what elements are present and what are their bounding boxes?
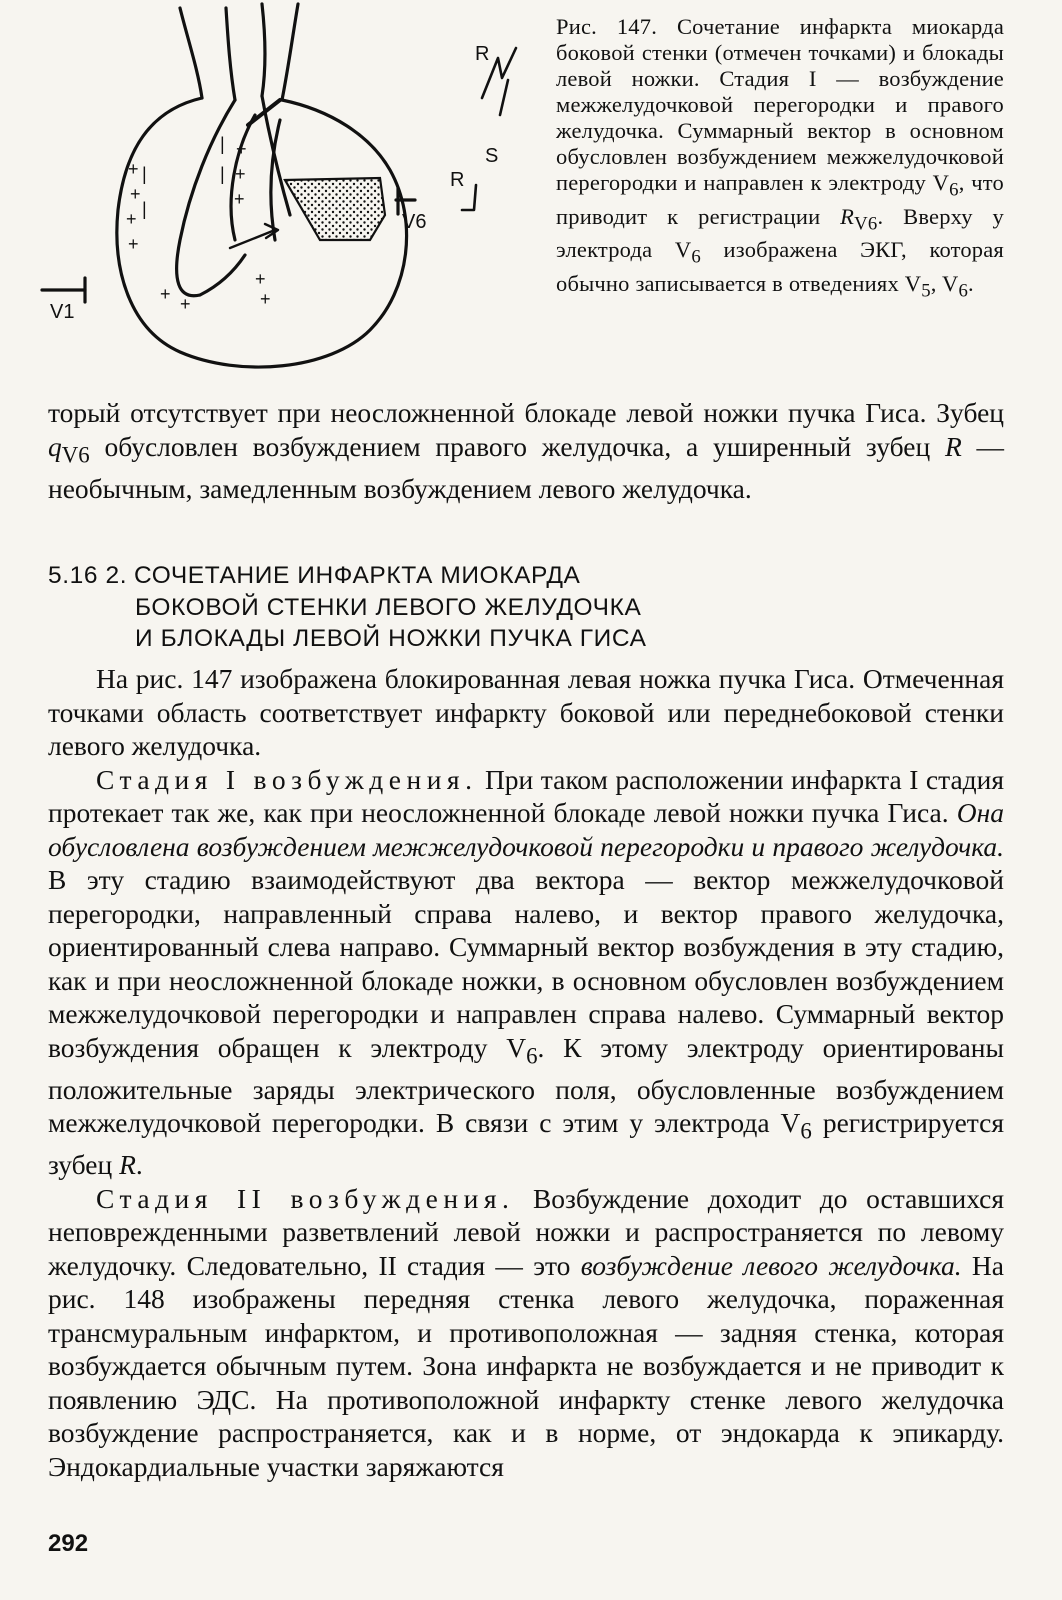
cavity-base [200,255,245,295]
caption-lead: Рис. 147. [556,14,658,39]
svg-text:|: | [220,164,225,184]
heading-line-2: БОКОВОЙ СТЕНКИ ЛЕВОГО ЖЕЛУДОЧКА [135,593,642,621]
heading-line-3: И БЛОКАДЫ ЛЕВОЙ НОЖКИ ПУЧКА ГИСА [135,625,647,652]
page-number: 292 [48,1530,89,1557]
caption-text-2: , что приводит к регистрации [556,170,1004,229]
svg-text:|: | [142,199,147,219]
svg-text:|: | [142,164,147,184]
heading-line-1: СОЧЕТАНИЕ ИНФАРКТА МИОКАРДА [134,562,581,589]
caption-sub-b: 6 [691,246,701,268]
caption-text-5: , V [930,270,959,296]
septum-right-edge [271,120,280,240]
caption-text-1: Сочетание инфаркта миокарда боковой стенки (отмечен точками) и блокады левой ножки. Стадия I — возбуждение межжелудочковой перегородки и правого желудочка. Суммарный вектор в основном обусловлен возбуждением межжелудочковой перегородки и направлен к электроду V [556,14,1005,195]
cont-text-1: торый отсутствует при неосложненной блокаде левой ножки пучка Гиса. Зубец [48,397,1004,428]
cont-q-sub: V6 [61,442,90,467]
p3-stage-title: Стадия II возбуждения. [96,1182,515,1214]
svg-text:+: + [255,269,266,289]
caption-text-3: . Вверху у электрода V [556,203,1005,262]
svg-text:+: + [128,159,139,179]
caption-sub-a: 6 [949,179,959,201]
p2-stage-title: Стадия I возбуждения. [96,763,478,795]
caption-text-6: . [968,270,974,296]
aorta-left-wall [180,8,202,98]
svg-text:|: | [220,134,225,154]
section-heading [48,560,1004,655]
svg-text:+: + [236,139,247,159]
pulmonary-left-wall [262,4,265,96]
p2-sub-a: 6 [526,1043,538,1068]
svg-text:+: + [180,294,191,314]
label-v6: V6 [402,211,427,233]
paragraph-3 [48,1182,1004,1484]
caption-text-4: изображена ЭКГ, которая обычно записывается в отведениях V [556,237,1004,296]
vector-arrow [230,230,275,248]
p2-text-1: При таком расположении инфаркта I стадия протекает так же, как при неосложненной блокаде левой ножки пучка Гиса. [48,763,1005,828]
p2-text-3: . К этому электроду ориентированы положительные заряды электрического поля, обусловленные возбуждением межжелудочковой перегородки. В связи с этим у электрода V [48,1031,1004,1138]
svg-text:+: + [160,284,171,304]
p2-italic: Она обусловлена возбуждением межжелудочковой перегородки и правого желудочка. [48,797,1004,862]
svg-text:+: + [234,189,245,209]
cont-r-symbol: R [944,430,962,462]
p3-italic: возбуждение левого желудочка. [580,1249,962,1281]
label-s: S [485,145,499,167]
aorta-right-wall [226,8,235,100]
heart-diagram [30,0,550,385]
continuation-paragraph [48,396,1004,505]
cont-q-symbol: q [48,430,62,462]
paragraph-1: На рис. 147 изображена блокированная левая ножка пучка Гиса. Отмеченная точками область соответствует инфаркту боковой или переднебоковой стенки левого желудочка. [48,663,1004,761]
svg-text:+: + [130,184,141,204]
p2-text-2: В эту стадию взаимодействуют два вектора — вектор межжелудочковой перегородки, направленный справа налево, и вектор правого желудочка, ориентированный слева направо. Суммарный вектор возбуждения в эту стадию, как и при неосложненной блокаде ножки, в основном обусловлен возбуждением межжелудочковой перегородки и направлен справа налево. Суммарный вектор возбуждения обращен к электроду V [48,864,1004,1063]
section-number: 5.16 2. [48,562,128,589]
caption-r-symbol: R [840,203,855,229]
label-r-top: R [475,43,490,65]
svg-text:+: + [235,164,246,184]
svg-text:+: + [126,209,137,229]
label-v1: V1 [50,301,75,323]
paragraph-2 [48,763,1004,1182]
charge-marks [126,134,271,314]
figure-caption [556,14,1004,304]
ecg-trace-s [500,80,508,115]
caption-sub-d: 6 [958,280,969,301]
label-r-small: R [450,169,465,191]
p3-text-1: Возбуждение доходит до оставшихся неповрежденными разветвлений левой ножки и распространяется по левому желудочку. Следовательно, II стадия — это [48,1182,1005,1281]
heart-diagram-figure [30,0,550,385]
p2-text-5: . [135,1149,143,1180]
septum-line [262,96,290,215]
inner-wall-left [177,100,235,296]
svg-text:+: + [260,289,271,309]
caption-sub-c: 5 [921,280,931,301]
cont-text-2: обусловлен возбуждением правого желудочка, а уширенный зубец [89,430,945,462]
p2-r-symbol: R [119,1149,136,1180]
p2-sub-b: 6 [800,1118,812,1144]
caption-r-sub: V6 [854,213,878,234]
cont-text-3: — необычным, замедленным возбуждением левого желудочка. [48,430,1005,504]
p2-text-4: регистрируется зубец [48,1107,1004,1180]
pulmonary-right-wall [282,4,298,100]
main-text [48,662,1004,1483]
infarct-zone [285,178,385,240]
svg-text:+: + [128,234,139,254]
p3-text-2: На рис. 148 изображены передняя стенка левого желудочка, пораженная трансмуральным инфарктом, и противоположная — задняя стенка, которая возбуждается обычным путем. Зона инфаркта не возбуждается и не приводит к появлению ЭДС. На противоположной инфаркту стенке левого желудочка возбуждение распространяется, как и в норме, от эндокарда к эпикарду. Эндокардиальные участки заряжаются [48,1249,1004,1482]
